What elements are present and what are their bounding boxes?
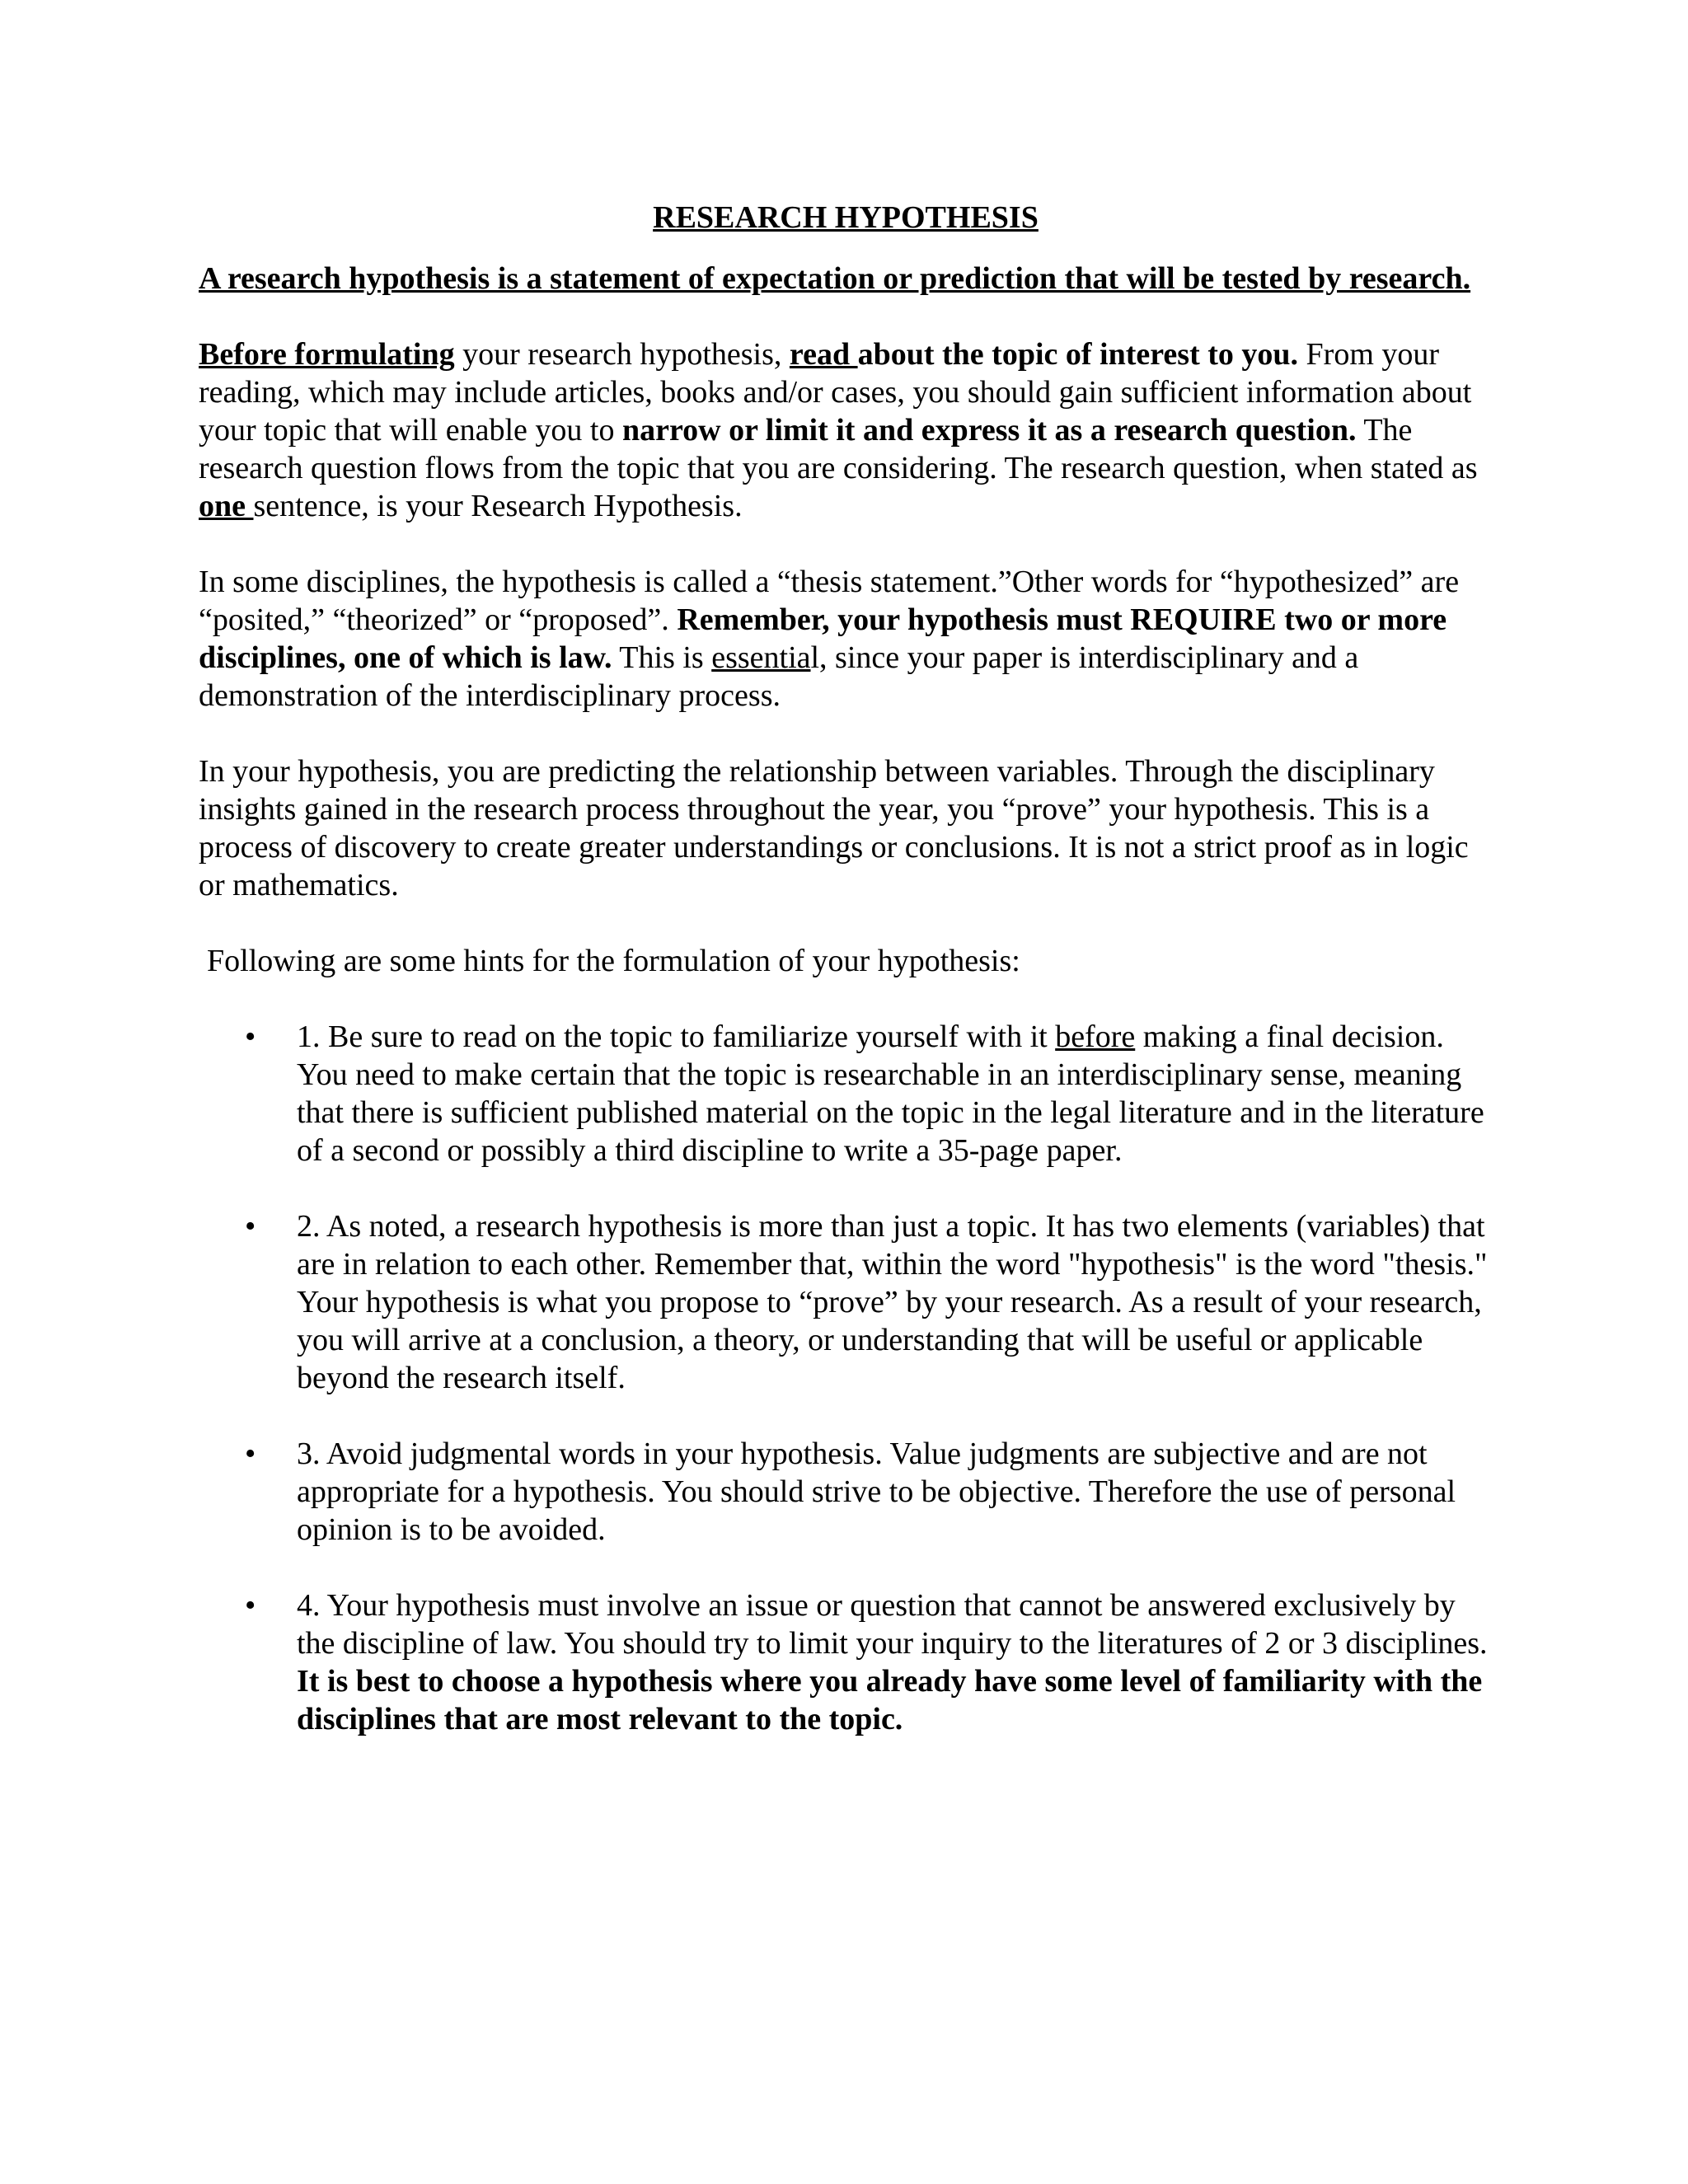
hints-list <box>199 1018 1493 1738</box>
hint-item-4 <box>199 1586 1493 1738</box>
remember-requirement-text: Remember, your hypothesis must REQUIRE two or more disciplines, one of which is law. <box>199 602 1447 675</box>
para1-text-3: The research question flows from the topic that you are considering. The research question, when stated as <box>199 413 1478 485</box>
essential-text: essentia <box>711 640 811 675</box>
para1-text-4: sentence, is your Research Hypothesis. <box>253 489 743 523</box>
read-text: read <box>789 337 858 372</box>
hint1-text-1: 1. Be sure to read on the topic to familiarize yourself with it <box>297 1019 1056 1054</box>
hint2-text: 2. As noted, a research hypothesis is more than just a topic. It has two elements (variables) that are in relation to each other. Remember that, within the word "hypothesis" is the word "thesis." Your hypothesis is what you propose to “prove” by your research. As a result of your research, you will arrive at a conclusion, a theory, or understanding that will be useful or applicable beyond the research itself. <box>297 1209 1488 1395</box>
para2-text-2: This is <box>612 640 712 675</box>
one-text: one <box>199 489 254 523</box>
paragraph-variables: In your hypothesis, you are predicting the relationship between variables. Through the disciplinary insights gained in the research process throughout the year, you “prove” your hypothesis. This is a process of discovery to create greater understandings or conclusions. It is not a strict proof as in logic or mathematics. <box>199 754 1469 902</box>
hint-item-2 <box>199 1207 1493 1397</box>
para1-text-2: From your reading, which may include articles, books and/or cases, you should gain sufficient information about your topic that will enable you to <box>199 337 1472 448</box>
page-title: RESEARCH HYPOTHESIS <box>653 200 1039 235</box>
hint-item-1 <box>199 1018 1493 1169</box>
hypothesis-definition: A research hypothesis is a statement of expectation or prediction that will be tested by research. <box>199 261 1471 296</box>
para2-text-3: l, since your paper is interdisciplinary and a demonstration of the interdisciplinary process. <box>199 640 1359 713</box>
bullet-icon: • <box>245 1019 256 1054</box>
bullet-icon: • <box>245 1588 256 1623</box>
para1-text-1: your research hypothesis, <box>454 337 790 372</box>
hints-intro: Following are some hints for the formulation of your hypothesis: <box>207 944 1020 978</box>
paragraph-before-formulating <box>199 335 1493 525</box>
bullet-icon: • <box>245 1436 256 1471</box>
hint4-text-1: 4. Your hypothesis must involve an issue or question that cannot be answered exclusively by the discipline of law. You should try to limit your inquiry to the literatures of 2 or 3 disciplines. <box>297 1588 1488 1661</box>
document-content <box>199 199 1493 1776</box>
before-text: before <box>1055 1019 1136 1054</box>
hint4-bold-text: It is best to choose a hypothesis where you already have some level of familiarity with the disciplines that are most relevant to the topic. <box>297 1664 1483 1736</box>
narrow-limit-text: narrow or limit it and express it as a research question. <box>621 413 1357 448</box>
hint3-text: 3. Avoid judgmental words in your hypothesis. Value judgments are subjective and are not appropriate for a hypothesis. You should strive to be objective. Therefore the use of personal opinion is to be avoided. <box>297 1436 1456 1547</box>
paragraph-disciplines <box>199 563 1493 715</box>
before-formulating-text: Before formulating <box>199 337 455 372</box>
bullet-icon: • <box>245 1209 256 1244</box>
para2-text-1: In some disciplines, the hypothesis is called a “thesis statement.”Other words for “hypothesized” are “posited,” “theorized” or “proposed”. <box>199 565 1460 637</box>
topic-of-interest-text: about the topic of interest to you. <box>857 337 1299 372</box>
hint-item-3 <box>199 1435 1493 1549</box>
hint1-text-2: making a final decision. You need to make certain that the topic is researchable in an interdisciplinary sense, meaning that there is sufficient published material on the topic in the legal literature and in the literature of a second or possibly a third discipline to write a 35-page paper. <box>297 1019 1484 1168</box>
